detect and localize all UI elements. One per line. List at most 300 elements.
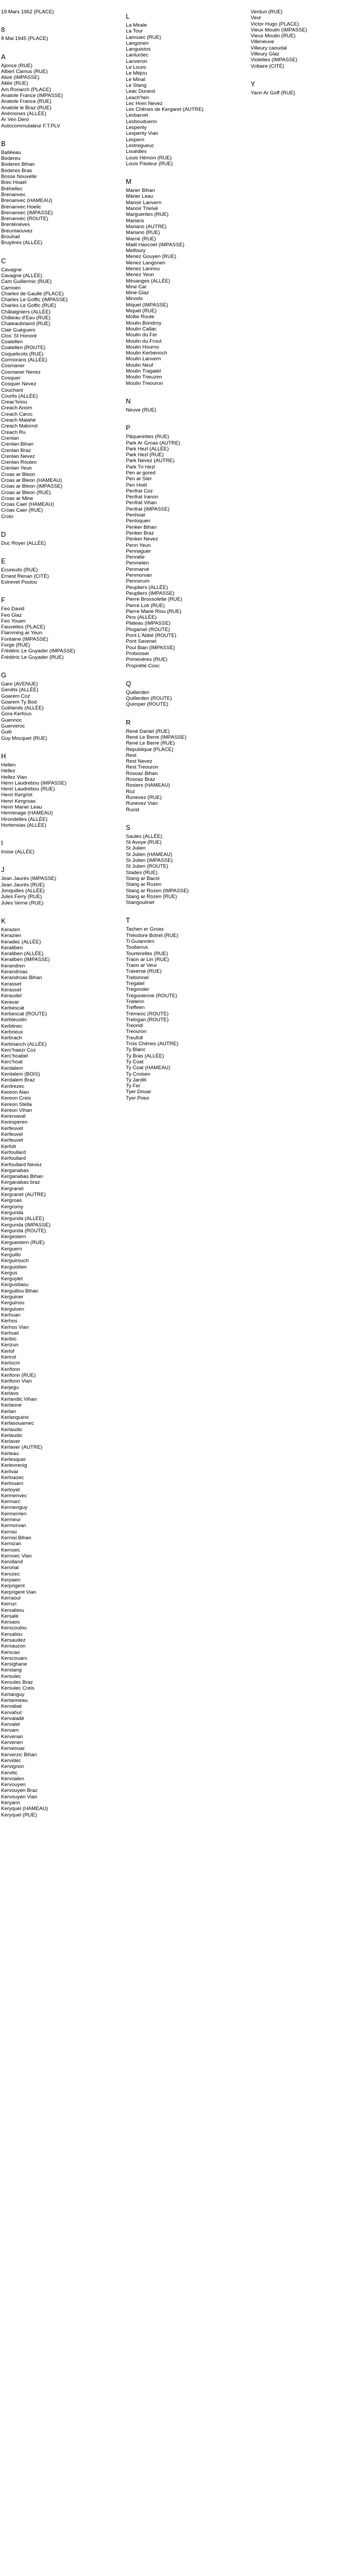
street-name-entry: Rest Treouron (126, 764, 158, 771)
street-name-entry: Treffeen (126, 1005, 145, 1011)
street-name-entry: Louis Hémon (RUE) (126, 155, 172, 161)
street-name-entry: Stang ar Rozen (IMPASSE) (126, 887, 189, 894)
street-name-entry: 8 Mai 1945 (PLACE) (1, 36, 48, 42)
street-name-entry: Kersalé (1, 1613, 19, 1619)
street-name-entry: Tregonder (126, 987, 149, 993)
street-name-entry: Le Stang (126, 82, 147, 88)
street-name-entry: Creac'hriou (1, 399, 27, 406)
street-name-entry: Crenlan (1, 435, 19, 441)
street-index-column-3 (251, 0, 360, 96)
street-name-entry: Mine Glaz (126, 290, 149, 296)
street-name-entry: Lannuec (RUE) (126, 34, 162, 41)
street-name-entry: Villeury caoudal (251, 45, 287, 51)
street-name-entry: Vieux Moulin (IMPASSE) (251, 27, 307, 33)
street-name-entry: Kerbescat (1, 1005, 25, 1011)
street-name-entry: Ty Croisen (126, 1071, 150, 1077)
street-name-entry: Keryquel (RUE) (1, 1812, 37, 1818)
street-name-entry: Kersulec (1, 1673, 21, 1679)
street-name-entry: Villeneuve (251, 39, 275, 45)
section-gap (1, 520, 118, 527)
street-name-entry: Kerhuan (1, 1312, 21, 1318)
street-name-entry: Bodereu (1, 156, 21, 162)
street-name-entry: Le Louro (126, 64, 146, 71)
street-name-entry: Keravar (1, 999, 19, 1005)
street-name-entry: Feo David (1, 606, 25, 612)
street-name-entry: Couchant (1, 387, 23, 393)
street-name-entry: Keryann (1, 1800, 20, 1806)
street-name-entry: Creach Caroc (1, 411, 33, 417)
street-name-entry: Kerprigent Vian (1, 1589, 36, 1595)
street-name-entry: Croas Caer (HAMEAU) (1, 502, 54, 508)
street-name-entry: Rosoaz Bihan (126, 770, 158, 777)
street-name-entry: Penmelen (126, 560, 149, 567)
street-name-entry: Kernizan (1, 1541, 21, 1547)
street-name-entry: Kervignon (1, 1764, 25, 1770)
street-name-entry: Mariano (RUE) (126, 230, 160, 236)
street-name-entry: Ty Jarditi (126, 1077, 147, 1083)
street-name-entry: Ar Ven Dero (1, 117, 29, 123)
street-name-entry: Kerfeuvet (1, 1137, 23, 1144)
street-name-entry: Kernisi (1, 1529, 17, 1535)
section-gap (126, 906, 243, 913)
street-name-entry: Coatellen (ROUTE) (1, 345, 46, 351)
street-name-entry: Penhoat (126, 512, 145, 519)
street-name-entry: Kergunda (ALLÉE) (1, 1216, 44, 1222)
street-name-entry: Kerloazec (1, 1474, 24, 1481)
street-name-entry: Voltaire (CITÉ) (251, 63, 284, 69)
street-name-entry: Kerguillou Bihan (1, 1288, 38, 1294)
street-name-entry: Kerorial (1, 1565, 19, 1571)
street-name-entry: Breuntaouvez (1, 228, 33, 234)
section-gap (1, 42, 118, 50)
street-name-entry: Kerc'hoat (1, 1059, 23, 1065)
street-name-entry: Gora Kerfous (1, 711, 32, 717)
street-name-entry: Kerazen (1, 926, 20, 933)
street-name-entry: Lec Hren Nevez (126, 100, 163, 107)
street-name-entry: Kerozec (1, 1571, 20, 1577)
street-name-entry: Kerganabas Bihan (1, 1174, 43, 1180)
street-name-entry: Poul Bian (IMPASSE) (126, 644, 175, 651)
street-name-entry: Charles Le Goffic (IMPASSE) (1, 297, 68, 303)
section-gap (126, 386, 243, 394)
street-name-entry: Kerguylet (1, 1276, 23, 1282)
street-name-entry: Moulin Trieuzen (126, 374, 162, 381)
street-name-entry: Kereon Creis (1, 1095, 31, 1102)
street-name-entry: Balléeau (1, 149, 21, 156)
street-name-entry: Kermenguy (1, 1505, 28, 1511)
street-name-entry: Creach Ru (1, 429, 26, 435)
section-letter-heading: A (1, 53, 6, 61)
street-name-entry: 19 Mars 1962 (PLACE) (1, 9, 54, 15)
street-name-entry: Penfrat Iranon (126, 494, 158, 500)
street-name-entry: Veur (251, 15, 261, 21)
section-letter-heading: S (126, 823, 131, 831)
street-name-entry: Kervam (1, 1727, 19, 1734)
street-name-entry: Kerfoullard (1, 1156, 26, 1162)
street-name-entry: Jean Jaurès (RUE) (1, 882, 45, 888)
street-name-entry: Ti Guianniim (126, 939, 155, 944)
section-gap (126, 413, 243, 421)
street-name-entry: Trebonnel (126, 974, 149, 981)
street-name-entry: Guennoc (1, 717, 22, 723)
street-name-entry: Pennéle (126, 554, 145, 561)
street-name-entry: Kergunda (IMPASSE) (1, 1222, 51, 1228)
street-name-entry: Henri Laudrebou (RUE) (1, 786, 55, 793)
street-name-entry: Pennaguer (126, 548, 151, 554)
street-name-entry: Ty Bras (ALLÉE) (126, 1053, 164, 1059)
street-name-entry: Kereon Alan (1, 1089, 29, 1095)
street-name-entry: Hellez Vian (1, 774, 27, 780)
street-name-entry: La Tour (126, 28, 143, 35)
street-name-entry: Kerstang (1, 1667, 22, 1674)
street-name-entry: Kerganabas braz (1, 1180, 41, 1186)
street-name-entry: Leac Durand (126, 88, 155, 95)
street-name-entry: Stang ar Bacol (126, 875, 159, 882)
street-name-entry: Carnoen (1, 285, 21, 291)
street-name-entry: Kerlocm (1, 1360, 20, 1367)
street-name-entry: Kerbrieux (1, 1029, 23, 1035)
street-name-entry: Menez Yeun (126, 272, 154, 278)
street-name-entry: St Julien (126, 845, 146, 852)
street-name-entry: Anatole France (RUE) (1, 99, 52, 105)
street-name-entry: Henri Kergrist (1, 792, 33, 798)
street-name-entry: Propriété Cosc (126, 663, 160, 669)
street-name-entry: Henri Kergroas (1, 798, 36, 804)
street-name-entry: Kerlavo (1, 1390, 19, 1396)
street-name-entry: Iroise (ALLÉE) (1, 849, 35, 855)
section-letter-heading: M (126, 178, 132, 186)
street-name-entry: Cavagne (1, 267, 22, 273)
street-name-entry: Park Hezl (RUE) (126, 452, 164, 458)
street-name-entry: Minodo (126, 296, 143, 302)
street-name-entry: Jules Verne (RUE) (1, 900, 44, 906)
street-name-entry: Kergus (1, 1270, 18, 1276)
street-name-entry: Kerlevrenig (1, 1463, 27, 1469)
street-name-entry: Lanveron (126, 58, 148, 64)
street-name-entry: Toullarrus (126, 944, 148, 951)
street-name-entry: Crenlan Braz (1, 447, 31, 454)
street-name-entry: Pont Savenel (126, 639, 157, 645)
section-letter-heading: K (1, 917, 6, 925)
street-name-entry: Goëlands (ALLÉE) (1, 705, 44, 712)
street-name-entry: Ecureuils (RUE) (1, 567, 38, 574)
street-name-entry: René Le Berre (RUE) (126, 740, 175, 747)
street-name-entry: Crenlan Yeun (1, 465, 32, 472)
street-name-entry: Bosse Nouvelle (1, 174, 37, 180)
section-gap (1, 660, 118, 668)
street-name-entry: Menez Gouyen (RUE) (126, 254, 177, 260)
street-name-entry: Villeury Glaz (251, 51, 279, 58)
street-name-entry: Kersulec Braz (1, 1679, 33, 1686)
section-gap (126, 167, 243, 174)
street-name-entry: Croas ar Bleon (IMPASSE) (1, 483, 62, 490)
street-name-entry: La Mirale (126, 22, 147, 28)
street-name-entry: Allée (RUE) (1, 80, 28, 87)
street-name-entry: Jean Jaurès (IMPASSE) (1, 876, 57, 882)
section-letter-heading: T (126, 917, 130, 925)
street-name-entry: Manoir Lanvern (126, 199, 162, 206)
section-letter-heading: L (126, 13, 130, 20)
street-name-entry: Kersaos (1, 1619, 20, 1626)
street-name-entry: Chateaubriand (RUE) (1, 321, 51, 327)
section-gap (251, 69, 360, 77)
street-name-entry: Tyer Douar (126, 1089, 151, 1095)
street-name-entry: Kerlaudic (1, 1426, 22, 1433)
street-name-entry: Mäner Leau (126, 193, 154, 200)
street-name-entry: Stades (RUE) (126, 869, 158, 876)
street-name-entry: Kervouyen Braz (1, 1788, 38, 1794)
street-name-entry: Park Ar Groas (AUTRE) (126, 440, 180, 446)
street-name-entry: Moulin Lanvern (126, 356, 161, 362)
street-name-entry: Crenlan Bihan (1, 441, 34, 448)
street-name-entry: Keraliben (IMPASSE) (1, 957, 50, 963)
street-name-entry: Kersauzon (1, 1643, 26, 1650)
street-name-entry: Victor Hugo (PLACE) (251, 21, 299, 27)
street-name-entry: Kerpaen (1, 1577, 21, 1584)
street-name-entry: Kerlanguinic (1, 1415, 29, 1420)
street-name-entry: Crenlan Roulen (1, 459, 37, 466)
section-letter-heading: N (126, 397, 131, 405)
section-letter-heading: Q (126, 680, 131, 688)
street-name-entry: Penn Yeun (126, 542, 151, 548)
section-letter-heading: I (1, 839, 3, 847)
street-name-entry: Guib (1, 729, 12, 736)
street-name-entry: Menez Langonen (126, 260, 166, 266)
column-top-spacer (126, 3, 243, 9)
street-name-entry: Kerguiner (1, 1294, 23, 1301)
street-name-entry: Brenténéves (1, 222, 30, 228)
street-name-entry: Kermenvec (1, 1492, 27, 1499)
street-name-entry: Jonquilles (ALLÉE) (1, 888, 45, 894)
street-name-entry: Alizé (IMPASSE) (1, 75, 39, 81)
street-name-entry: Feo Youen (1, 618, 26, 624)
street-name-entry: Penker Nevez (126, 536, 158, 543)
street-name-entry: Keradec (ALLÉE) (1, 939, 41, 945)
street-name-entry: Croas ar Mine (1, 495, 34, 502)
street-name-entry: Kerervaval (1, 1113, 26, 1120)
street-name-entry: Kerlof (1, 1348, 15, 1354)
street-name-entry: Kernisi Bihan (1, 1535, 31, 1541)
street-name-entry: Languistos (126, 46, 151, 53)
street-name-entry: Jules Ferry (RUE) (1, 894, 42, 900)
street-name-entry: Croas ar Bleon (RUE) (1, 489, 51, 496)
street-name-entry: Trégunienne (ROUTE) (126, 992, 178, 999)
street-name-entry: Kerlouarn (1, 1481, 23, 1487)
street-name-entry: République (PLACE) (126, 746, 174, 753)
street-name-entry: Kerfeuvet (1, 1125, 23, 1132)
street-name-entry: Traverse (RUE) (126, 968, 162, 975)
street-name-entry: Roz (126, 788, 135, 795)
street-name-entry: Henri Maner Leau (1, 804, 42, 810)
section-gap (1, 906, 118, 914)
street-name-entry: Moulin du Fer (126, 332, 157, 338)
section-gap (1, 15, 118, 22)
street-name-entry: Pierre Brossolette (RUE) (126, 596, 182, 603)
street-name-entry: Kervidec (1, 1757, 21, 1764)
street-name-entry: Peupliers (ALLÉE) (126, 584, 168, 591)
street-name-entry: Langonen (126, 40, 149, 46)
street-name-entry: Kerandren (1, 963, 25, 969)
street-name-entry: Plogamel (ROUTE) (126, 626, 170, 633)
street-name-entry: Pen ar gored (126, 470, 156, 476)
street-name-entry: Pen Hoël (126, 482, 147, 488)
section-gap (1, 246, 118, 254)
street-name-entry: Coatellen (1, 339, 23, 345)
street-name-entry: Maner Bihan (126, 188, 155, 194)
street-name-entry: Kerifonn (1, 1366, 20, 1372)
street-name-entry: Tachen er Groas (126, 926, 164, 933)
street-name-entry: Miquel (RUE) (126, 308, 157, 314)
street-name-entry: Kerverzic Bihan (1, 1751, 37, 1758)
street-name-entry: Trelogan (ROUTE) (126, 1016, 169, 1023)
street-name-entry: Kertanguy (1, 1691, 25, 1698)
street-name-entry: Mésanges (ALLÉE) (126, 278, 171, 284)
street-name-entry: Park Hezl (ALLÉE) (126, 446, 169, 452)
street-name-entry: Kerasset (1, 981, 21, 987)
street-name-entry: Runevez Vian (126, 801, 158, 807)
street-name-entry: Traon ar Lin (RUE) (126, 956, 169, 963)
street-name-entry: Hellez (1, 768, 15, 774)
street-name-entry: Penloquen (126, 518, 150, 524)
street-name-entry: Kergroas (1, 1198, 22, 1204)
street-name-entry: Kerguern (1, 1246, 22, 1252)
section-gap (126, 669, 243, 676)
street-name-entry: Théodore Botrel (RUE) (126, 932, 179, 939)
street-name-entry: Kerandroas (1, 969, 28, 975)
street-name-entry: Kersaliou (1, 1631, 22, 1637)
street-name-entry: Kerfoullard (1, 1149, 26, 1156)
street-name-entry: Neuve (RUE) (126, 407, 157, 413)
street-name-entry: Brenanvec Hoelic (1, 204, 42, 210)
street-name-entry: Kerc'hoabel (1, 1053, 28, 1060)
section-letter-heading: G (1, 671, 6, 679)
section-gap (1, 828, 118, 836)
street-name-entry: Brouhail (1, 234, 20, 240)
street-name-entry: Keraliben (1, 944, 23, 951)
street-name-entry: Rosoaz Braz (126, 777, 155, 783)
street-name-entry: Louis Pasteur (RUE) (126, 160, 173, 167)
street-name-entry: Tyer Poeo (126, 1095, 149, 1101)
street-name-entry: Kervilic (1, 1770, 18, 1776)
street-name-entry: Ty Fer (126, 1083, 141, 1089)
street-name-entry: Kernoec Vian (1, 1553, 32, 1559)
street-name-entry: Kersabiou (1, 1607, 25, 1613)
street-name-entry: Ajonce (RUE) (1, 62, 33, 69)
street-name-entry: Kergunda (ROUTE) (1, 1228, 46, 1234)
street-name-entry: Traon ar Veur (126, 963, 157, 969)
section-gap (126, 813, 243, 820)
street-name-entry: Kermorvan (1, 1523, 26, 1529)
street-name-entry: Kerolland (1, 1559, 23, 1565)
street-name-entry: Ty Coat (126, 1059, 144, 1065)
street-name-entry: Marguerites (RUE) (126, 212, 169, 218)
street-name-entry: Treufoll (126, 1035, 143, 1041)
street-name-entry: Lespenty Vian (126, 131, 158, 137)
street-name-entry: Cormorans (ALLÉE) (1, 357, 47, 364)
street-name-entry: Penker Braz (126, 530, 154, 536)
street-name-entry: Kerguiven (1, 1306, 25, 1312)
street-name-entry: Kerasset (1, 987, 21, 993)
street-name-entry: Saules (ALLÉE) (126, 833, 163, 839)
street-name-entry: Kerdalem (1, 1065, 23, 1071)
street-name-entry: Anatole France (IMPASSE) (1, 93, 63, 99)
street-name-entry: Tregatel (126, 981, 145, 987)
street-name-entry: Brenanvec (1, 191, 26, 198)
street-name-entry: Kergranet (AUTRE) (1, 1192, 46, 1198)
street-name-entry: Kerhos Vian (1, 1324, 29, 1330)
street-name-entry: Marnè (RUE) (126, 236, 156, 242)
street-name-entry: Lesbouduenn (126, 118, 157, 125)
street-name-entry: Kergestern (1, 1234, 26, 1240)
section-gap (1, 741, 118, 749)
street-name-entry: Kerlaver (AUTRE) (1, 1444, 43, 1451)
street-name-entry: Keraliben (ALLÉE) (1, 951, 44, 957)
street-name-entry: Clos' St Honoré (1, 333, 37, 339)
street-name-entry: Kersighane (1, 1661, 27, 1668)
street-name-entry: Kerprigent (1, 1583, 25, 1589)
street-name-entry: Kerraoul (1, 1595, 21, 1601)
column-top-spacer (1, 3, 118, 9)
section-letter-heading: C (1, 257, 6, 265)
street-name-entry: Hortensias (ALLÉE) (1, 822, 46, 828)
street-name-entry: Trielenn (126, 998, 145, 1005)
street-name-entry: Moulin Callac (126, 326, 157, 332)
section-gap (126, 708, 243, 715)
street-name-entry: Kervoalen (1, 1775, 25, 1782)
street-name-entry: Peupliers (IMPASSE) (126, 590, 174, 596)
street-name-entry: Kerazien (1, 933, 21, 939)
street-name-entry: Kergunda (1, 1209, 23, 1216)
street-name-entry: Penker Bihan (126, 524, 157, 530)
street-name-entry: Park Tri Hezl (126, 464, 155, 470)
street-name-entry: Bruyères (ALLÉE) (1, 240, 43, 246)
street-name-entry: Lespern (126, 136, 145, 143)
street-name-entry: Kernoec (1, 1547, 20, 1553)
street-name-entry: Kerhos (1, 1318, 18, 1325)
street-name-entry: Coquelicots (RUE) (1, 351, 44, 357)
street-name-entry: Moulin du Frout (126, 338, 162, 344)
section-letter-heading: 8 (1, 26, 5, 34)
street-name-entry: Cosquer Nevez (1, 381, 37, 387)
street-name-entry: Kerguestern (RUE) (1, 1240, 45, 1246)
street-name-entry: Ty Coat (HAMEAU) (126, 1065, 171, 1071)
street-name-entry: Cosquer (1, 375, 21, 381)
street-name-entry: Kerbrianch (ALLÉE) (1, 1041, 47, 1047)
street-name-entry: Rest Nevez (126, 758, 153, 765)
street-name-entry: Kerlesquer (1, 1457, 26, 1463)
street-name-entry: Château d'Eau (RUE) (1, 314, 51, 321)
street-name-entry: Genêts (ALLÉE) (1, 687, 38, 693)
street-name-entry: Boderes Bihan (1, 161, 35, 168)
street-name-entry: Maël Hascoet (IMPASSE) (126, 241, 185, 248)
street-name-entry: Kervahut (1, 1709, 22, 1716)
street-name-entry: Kermeur (1, 1517, 21, 1523)
section-letter-heading: D (1, 531, 6, 539)
street-name-entry: Goarem Coz (1, 693, 30, 699)
street-name-entry: Kerdrezec (1, 1083, 25, 1089)
street-name-entry: Lanlurdec (126, 52, 149, 59)
street-name-entry: Charles Le Goffic (RUE) (1, 303, 57, 309)
street-name-entry: Kerlan (1, 1408, 16, 1415)
street-name-entry: Kerdalem Braz (1, 1077, 35, 1084)
street-name-entry: Kerleau (1, 1450, 19, 1457)
section-gap (1, 855, 118, 862)
street-name-entry: Keryquel (HAMEAU) (1, 1806, 48, 1812)
street-name-entry: Creach Malornd (1, 423, 38, 430)
street-name-entry: Frédéric Le Guyader (IMPASSE) (1, 648, 75, 655)
street-name-entry: Brenanvec (IMPASSE) (1, 209, 53, 216)
street-name-entry: Runevez (RUE) (126, 794, 162, 801)
